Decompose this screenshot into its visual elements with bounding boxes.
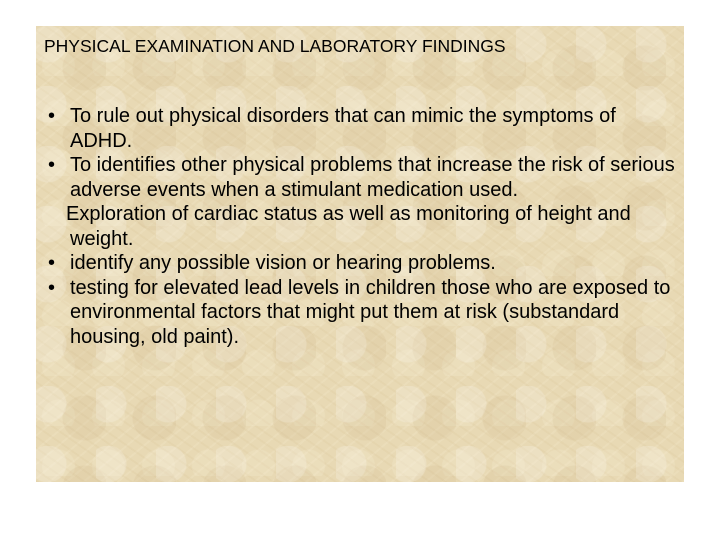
list-item: [48, 202, 678, 251]
list-item-text: Exploration of cardiac status as well as monitoring of height and weight.: [66, 203, 631, 250]
list-item: [48, 251, 678, 276]
bullet-icon: •: [48, 252, 56, 274]
list-item-text: To identifies other physical problems that increase the risk of serious adverse events when a stimulant medication used.: [70, 154, 675, 201]
slide-title: PHYSICAL EXAMINATION AND LABORATORY FINDINGS: [44, 36, 506, 56]
bullet-icon: •: [48, 105, 56, 127]
bullet-icon: •: [48, 154, 56, 176]
bullet-list: [48, 104, 678, 349]
list-item-text: identify any possible vision or hearing problems.: [70, 252, 496, 274]
list-item: [48, 153, 678, 202]
list-item: [48, 104, 678, 153]
slide: [36, 26, 684, 482]
list-item-text: To rule out physical disorders that can mimic the symptoms of ADHD.: [70, 105, 616, 152]
bullet-icon: •: [48, 276, 56, 299]
list-item-text: testing for elevated lead levels in children those who are exposed to environmental factors that might put them at risk (substandard housing, old paint).: [70, 276, 671, 348]
list-item: [48, 276, 678, 350]
